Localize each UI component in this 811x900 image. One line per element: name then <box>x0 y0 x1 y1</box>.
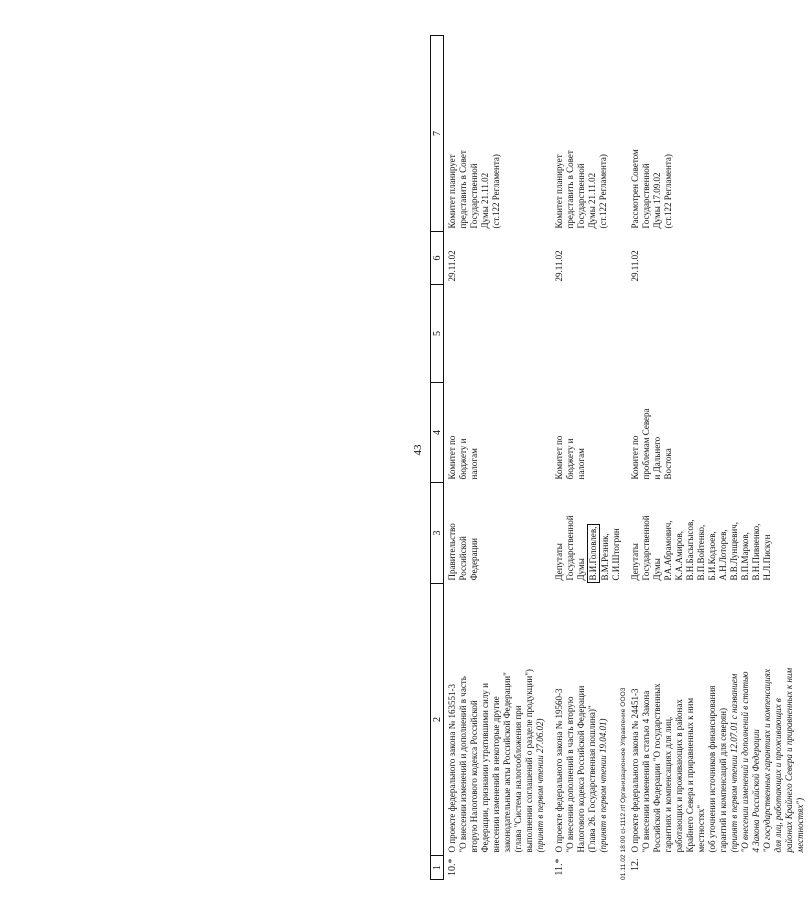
committee-cell <box>551 383 627 483</box>
row-number: 12. <box>630 858 641 871</box>
author-line: Р.А.Абрамович, <box>663 520 673 581</box>
author-line: В.П.Марков, <box>740 532 750 581</box>
column-5-cell <box>551 285 627 383</box>
bill-note-line: (принят в первом чтении 27.06.02) <box>535 718 545 853</box>
column-header: 7 <box>431 36 444 232</box>
bill-title-line: работающих и проживающих в районах <box>674 699 684 853</box>
status-line: Рассмотрен Советом <box>630 149 640 229</box>
committee-line: Комитет по <box>554 435 564 480</box>
bill-title-line: "О внесении дополнений в часть вторую <box>565 696 575 853</box>
status-line: Государственной <box>641 163 651 229</box>
committee-line: бюджету и <box>565 438 575 480</box>
author-line: С.И.Штогрин <box>611 528 621 581</box>
author-line: Государственной <box>565 515 575 581</box>
bill-note-line: районах Крайнего Севера и приравненных к ним <box>784 667 794 853</box>
author-boxed-name: В.И.Головлев, <box>587 524 600 584</box>
bill-title-cell <box>444 584 552 856</box>
footer-text: 01.11.02 18:00 cl-1112.rtf Организационное Управление ООО3 <box>620 687 627 880</box>
column-header: 4 <box>431 383 444 483</box>
status-line: Комитет планирует <box>447 154 457 229</box>
author-line: Думы <box>576 558 586 581</box>
bill-title-line: вторую Налогового кодекса Российской <box>469 700 479 853</box>
bill-note-line: "О государственных гарантиях и компенсациях <box>762 669 772 853</box>
status-cell <box>551 36 627 232</box>
bill-title-line: гарантиях и компенсациях для лиц, <box>663 716 673 853</box>
author-line: Думы <box>652 558 662 581</box>
author-line: Государственной <box>641 515 651 581</box>
status-line: Государственной <box>576 163 586 229</box>
author-cell <box>627 483 811 584</box>
page-number: 43 <box>412 444 424 456</box>
bill-title-line: "О внесении изменений в статью 4 Закона <box>641 690 651 853</box>
column-5-cell <box>627 285 811 383</box>
committee-line: Востока <box>663 448 673 480</box>
column-5-cell <box>444 285 552 383</box>
status-line: Государственной <box>469 163 479 229</box>
bill-note-line: (принят в первом чтении 19.04.01) <box>598 718 608 853</box>
status-line: Думы 17.09.02 <box>652 172 662 229</box>
bill-title-line: Российской Федерации "О государственных <box>652 683 662 853</box>
author-line: Депутаты <box>554 543 564 581</box>
bill-note-line: местностях") <box>795 797 805 853</box>
author-line: Б.И.Кодзоев, <box>707 531 717 581</box>
status-line: Думы 21.11.02 <box>480 172 490 229</box>
row-number: 10.* <box>447 858 458 876</box>
author-line: Н.Л.Пискун <box>762 534 772 581</box>
bill-title-line: законодательные акты Российской Федерации" <box>502 672 512 853</box>
committee-line: и Дальнего <box>652 436 662 480</box>
date-cell: 29.11.02 <box>630 250 640 282</box>
committee-line: налогам <box>469 448 479 480</box>
date-cell: 29.11.02 <box>554 250 564 282</box>
bill-title-cell <box>551 584 627 856</box>
committee-cell <box>444 383 552 483</box>
table-row <box>444 36 552 880</box>
bill-note-line: для лиц, работающих и проживающих в <box>773 698 783 853</box>
status-line: (ст.122 Регламента) <box>598 154 608 229</box>
row-number: 11.* <box>554 858 565 876</box>
author-line: Депутаты <box>630 543 640 581</box>
author-line: Федерации <box>469 537 479 581</box>
committee-line: налогам <box>576 448 586 480</box>
table-row <box>627 36 811 880</box>
status-line: представить в Совет <box>458 150 468 229</box>
author-line: В.Н.Басыгысов, <box>685 519 695 581</box>
author-cell <box>551 483 627 584</box>
author-cell <box>444 483 552 584</box>
author-line: Правительство <box>447 523 457 581</box>
bill-title-line: (глава "Система налогообложения при <box>513 705 523 853</box>
bill-title-cell <box>627 584 811 856</box>
committee-cell <box>627 383 811 483</box>
author-line <box>587 486 600 581</box>
column-header: 2 <box>431 584 444 856</box>
bill-note-line: "О внесении изменений и дополнений в статью <box>740 671 750 853</box>
column-header: 5 <box>431 285 444 383</box>
bill-title-line: О проекте федерального закона № 24451-3 <box>630 688 640 853</box>
status-cell <box>627 36 811 232</box>
bill-title-line: (об уточнении источников финансирования <box>707 685 717 853</box>
committee-line: проблемам Севера <box>641 408 651 480</box>
author-line: В.П.Войтенко, <box>696 524 706 581</box>
status-line: Думы 21.11.02 <box>587 172 597 229</box>
table-row <box>551 36 627 880</box>
bill-note-line: (принят в первом чтении 12.07.01 с названием <box>729 673 739 853</box>
status-line: (ст.122 Регламента) <box>663 154 673 229</box>
column-header: 3 <box>431 483 444 584</box>
bill-title-line: О проекте федерального закона № 19560-3 <box>554 688 564 853</box>
author-line: К.А.Амиров, <box>674 530 684 581</box>
bill-title-line: Федерации, признании утратившими силу и <box>480 683 490 853</box>
bill-title-line: местностях" <box>696 804 706 853</box>
bill-title-line: О проекте федерального закона № 163551-3 <box>447 684 457 853</box>
author-line: А.Н.Лоторев, <box>718 529 728 581</box>
author-line: Российской <box>458 536 468 581</box>
status-line: (ст.122 Регламента) <box>491 154 501 229</box>
bill-note-line: 4 Закона Российской Федерации <box>751 729 761 853</box>
table-header-row <box>431 36 444 880</box>
committee-line: бюджету и <box>458 438 468 480</box>
author-line: В.В.Лунщевич, <box>729 522 739 581</box>
status-cell <box>444 36 552 232</box>
bill-title-line: Крайнего Севера и приравненных к ним <box>685 697 695 853</box>
committee-line: Комитет по <box>630 435 640 480</box>
column-header: 6 <box>431 232 444 285</box>
column-header: 1 <box>431 856 444 880</box>
bill-title-line: гарантий и компенсаций для северян) <box>718 708 728 853</box>
author-line: В.Н.Пивненко, <box>751 523 761 581</box>
status-line: Комитет планирует <box>554 154 564 229</box>
bill-title-line: выполнении соглашений о разделе продукции") <box>524 669 534 853</box>
date-cell: 29.11.02 <box>447 250 457 282</box>
bill-title-line: Налогового кодекса Российской Федерации <box>576 685 586 853</box>
bill-title-line: "О внесении изменений и дополнений в часть <box>458 676 468 853</box>
bill-title-line: (Глава 26. Государственная пошлина)" <box>587 705 597 853</box>
bill-title-line: внесении изменений в некоторые другие <box>491 696 501 853</box>
author-line: В.М.Резник, <box>600 533 610 581</box>
committee-line: Комитет по <box>447 435 457 480</box>
status-line: представить в Совет <box>565 150 575 229</box>
